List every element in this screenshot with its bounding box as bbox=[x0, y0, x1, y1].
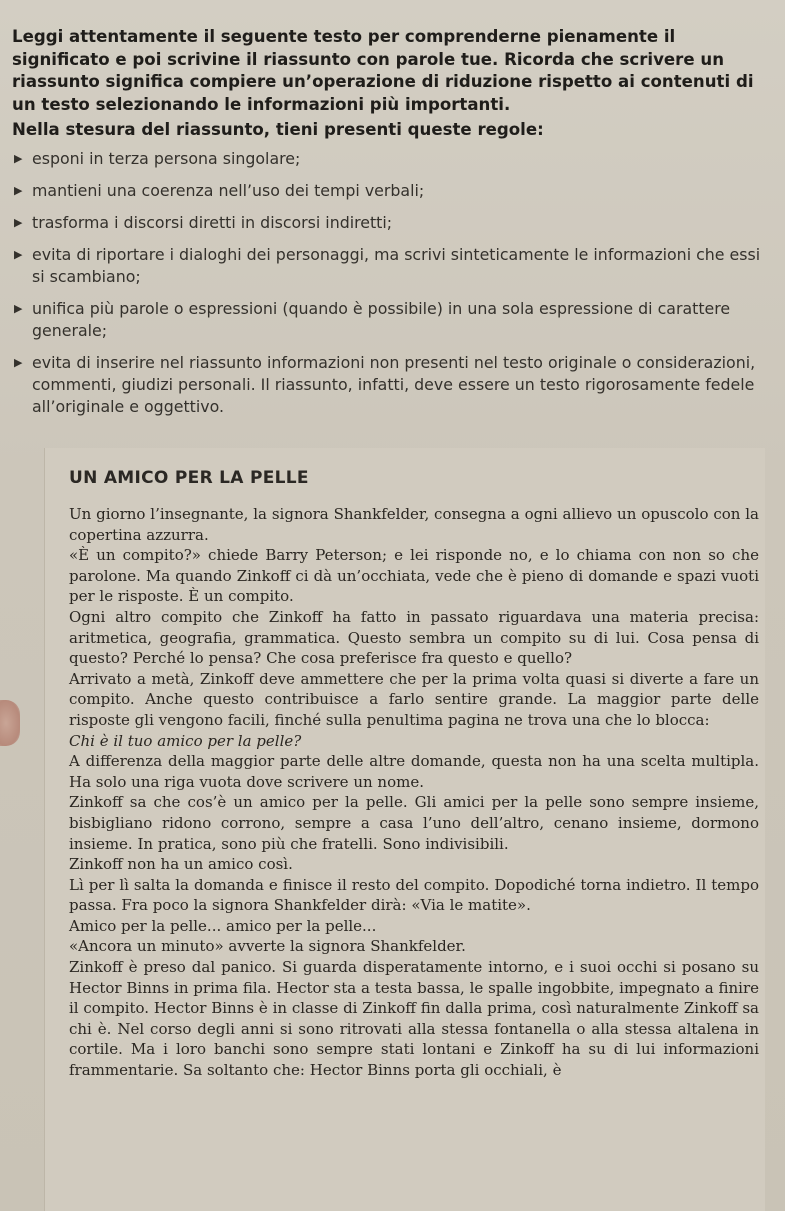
rule-text: esponi in terza persona singolare; bbox=[32, 148, 301, 168]
arrow-bullet-icon: ▶ bbox=[14, 301, 23, 315]
reading-question: Chi è il tuo amico per la pelle? bbox=[69, 731, 302, 750]
thumb-shadow bbox=[0, 700, 20, 746]
rule-item bbox=[12, 180, 774, 202]
reading-paragraph: «Ancora un minuto» avverte la signora Shankfelder. bbox=[69, 937, 466, 956]
reading-paragraph: Zinkoff sa che cos’è un amico per la pelle. Gli amici per la pelle sono sempre insieme, bisbigliano ridono corrono, sempre a casa l’uno dell’altro, cenano insieme, dormono insieme. In pratica, sono più che fratelli. Sono indivisibili. bbox=[69, 793, 759, 853]
rule-item bbox=[12, 244, 774, 288]
reading-title: UN AMICO PER LA PELLE bbox=[69, 468, 309, 488]
reading-paragraph: Zinkoff non ha un amico così. bbox=[69, 855, 293, 874]
rule-text: mantieni una coerenza nell’uso dei tempi verbali; bbox=[32, 180, 425, 200]
instructions-block bbox=[12, 26, 774, 428]
reading-paragraph: A differenza della maggior parte delle altre domande, questa non ha una scelta multipla. Ha solo una riga vuota dove scrivere un nome. bbox=[69, 752, 759, 791]
reading-paragraph: Arrivato a metà, Zinkoff deve ammettere che per la prima volta quasi si diverte a fare un compito. Anche questo contribuisce a farlo sentire grande. La maggior parte delle risposte gli vengono facili, finché sulla penultima pagina ne trova una che lo blocca: bbox=[69, 669, 759, 729]
rule-item bbox=[12, 352, 774, 418]
arrow-bullet-icon: ▶ bbox=[14, 247, 23, 261]
rule-text: evita di inserire nel riassunto informazioni non presenti nel testo originale o considerazioni, commenti, giudizi personali. Il riassunto, infatti, deve essere un testo rigorosamente fedele all’originale e oggettivo. bbox=[32, 352, 756, 416]
rule-text: trasforma i discorsi diretti in discorsi indiretti; bbox=[32, 212, 393, 232]
reading-paragraph: Ogni altro compito che Zinkoff ha fatto in passato riguardava una materia precisa: aritmetica, geografia, grammatica. Questo sembra un compito su di lui. Cosa pensa di questo? Perché lo pensa? Che cosa preferisce fra questo e quello? bbox=[69, 607, 759, 668]
rule-text: evita di riportare i dialoghi dei personaggi, ma scrivi sinteticamente le informazioni che essi si scambiano; bbox=[32, 244, 761, 286]
rules-title: Nella stesura del riassunto, tieni presenti queste regole: bbox=[12, 120, 544, 139]
reading-paragraph: Zinkoff è preso dal panico. Si guarda disperatamente intorno, e i suoi occhi si posano su Hector Binns in prima fila. Hector sta a testa bassa, le spalle ingobbite, impegnato a finire il compito. Hector Binns è in classe di Zinkoff fin dalla prima, così naturalmente Zinkoff sa chi è. Nel corso degli anni si sono ritrovati alla stessa fontanella o alla stessa altalena in cortile. Ma i loro banchi sono sempre stati lontani e Zinkoff ha su di lui informazioni frammentarie. Sa soltanto che: Hector Binns porta gli occhiali, è bbox=[69, 958, 759, 1080]
rules-list bbox=[12, 148, 774, 418]
arrow-bullet-icon: ▶ bbox=[14, 151, 23, 165]
rule-text: unifica più parole o espressioni (quando è possibile) in una sola espressione di carattere generale; bbox=[32, 298, 731, 340]
arrow-bullet-icon: ▶ bbox=[14, 215, 23, 229]
reading-body bbox=[69, 504, 759, 1081]
rule-item bbox=[12, 148, 774, 170]
instructions-intro: Leggi attentamente il seguente testo per comprenderne pienamente il significato e poi scrivine il riassunto con parole tue. Ricorda che scrivere un riassunto significa compiere un’operazione di riduzione rispetto ai contenuti di un testo selezionando le informazioni più importanti. bbox=[12, 27, 754, 114]
reading-paragraph: Lì per lì salta la domanda e finisce il resto del compito. Dopodiché torna indietro. Il tempo passa. Fra poco la signora Shankfelder dirà: «Via le matite». bbox=[69, 875, 759, 915]
reading-box bbox=[44, 448, 765, 1211]
reading-paragraph: Amico per la pelle... amico per la pelle... bbox=[69, 916, 377, 935]
rule-item bbox=[12, 212, 774, 234]
reading-paragraph: «È un compito?» chiede Barry Peterson; e lei risponde no, e lo chiama con non so che parolone. Ma quando Zinkoff ci dà un’occhiata, vede che è pieno di domande e spazi vuoti per le risposte. È un compito. bbox=[69, 546, 759, 606]
arrow-bullet-icon: ▶ bbox=[14, 355, 23, 369]
rule-item bbox=[12, 298, 774, 342]
reading-paragraph: Un giorno l’insegnante, la signora Shankfelder, consegna a ogni allievo un opuscolo con la copertina azzurra. bbox=[69, 505, 759, 544]
arrow-bullet-icon: ▶ bbox=[14, 183, 23, 197]
